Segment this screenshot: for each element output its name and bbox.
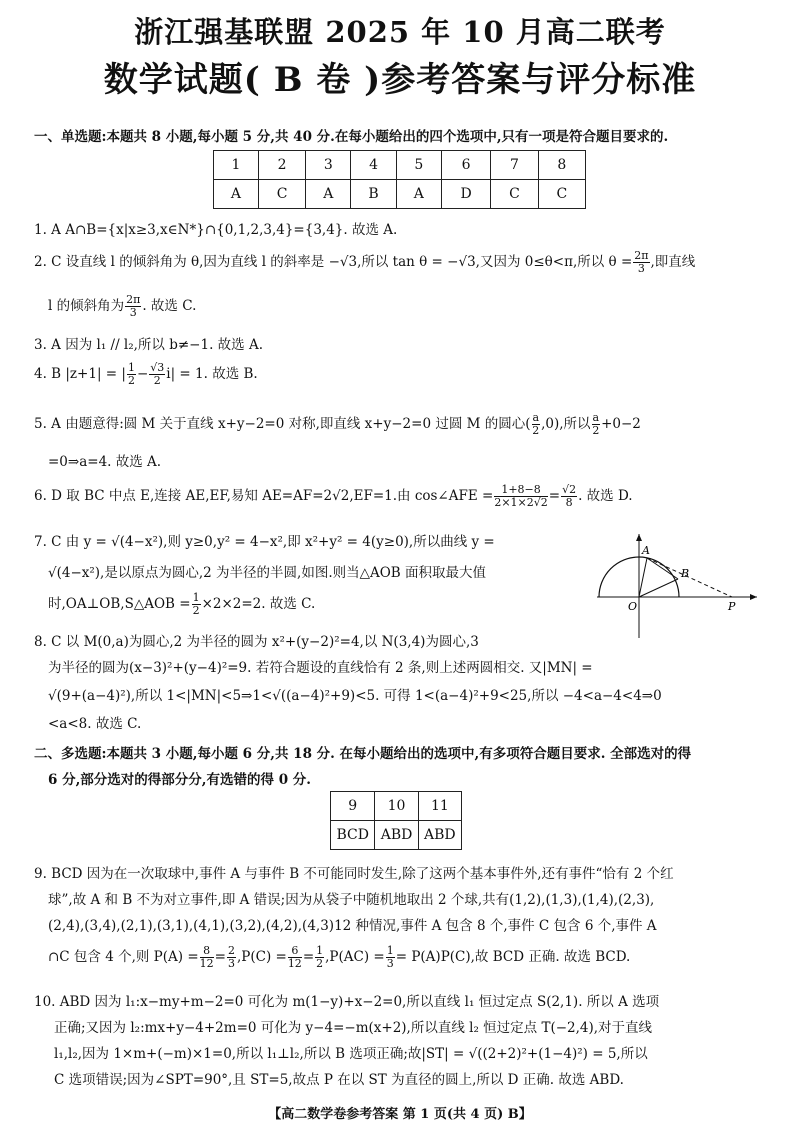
q-number: 5: [396, 151, 441, 180]
q-number: 11: [418, 792, 461, 821]
q-number: 4: [351, 151, 397, 180]
solution-q5: 5. A 由题意得:圆 M 关于直线 x+y−2=0 对称,即直线 x+y−2=0 过圆 M 的圆心( $\frac{a}{2}$ ,0),所以 $\frac{a}{2}$ +0−2: [34, 411, 641, 437]
solution-q9-line2: 球”,故 A 和 B 不为对立事件,即 A 错误;因为从袋子中随机地取出 2 个球,共有(1,2),(1,3),(1,4),(2,3),: [48, 892, 655, 908]
label-p: P: [728, 600, 736, 613]
y-axis-arrow-icon: [636, 534, 642, 541]
solution-q7-line2: √(4−x²),是以原点为圆心,2 为半径的半圆,如图.则当△AOB 面积取最大值: [48, 565, 487, 581]
section2-heading-cont: 6 分,部分选对的得部分分,有选错的得 0 分.: [48, 772, 311, 788]
segment-ab: [647, 558, 678, 579]
solution-q3: 3. A 因为 l₁ // l₂,所以 b≠−1. 故选 A.: [34, 337, 263, 353]
solution-q10-line2: 正确;又因为 l₂:mx+y−4+2m=0 可化为 y−4=−m(x+2),所以直线 l₂ 恒过定点 T(−2,4),对于直线: [54, 1020, 653, 1036]
q-number: 2: [258, 151, 305, 180]
page-footer: 【高二数学卷参考答案 第 1 页(共 4 页) B】: [268, 1107, 532, 1122]
section2-answer-table: [330, 791, 462, 850]
solution-q8-line3: √(9+(a−4)²),所以 1<|MN|<5⇒1<√((a−4)²+9)<5. 可得 1<(a−4)²+9<25,所以 −4<a−4<4⇒0: [48, 688, 662, 704]
answer-key-title: 数学试题( B 卷 )参考答案与评分标准: [103, 60, 697, 100]
solution-q10-line4: C 选项错误;因为∠SPT=90°,且 ST=5,故点 P 在以 ST 为直径的圆上,所以 D 正确. 故选 ABD.: [54, 1072, 624, 1088]
solution-q10-line3: l₁,l₂,因为 1×m+(−m)×1=0,所以 l₁⊥l₂,所以 B 选项正确;故|ST| = √((2+2)²+(1−4)²) = 5,所以: [54, 1046, 648, 1062]
semicircle-figure: [592, 530, 762, 642]
q-answer: C: [491, 180, 538, 209]
section1-heading: 一、单选题:本题共 8 小题,每小题 5 分,共 40 分.在每小题给出的四个选项中,只有一项是符合题目要求的.: [34, 129, 669, 145]
solution-q8-line4: <a<8. 故选 C.: [48, 716, 142, 732]
q-answer: B: [351, 180, 397, 209]
answer-row: [331, 821, 462, 850]
solution-q4: 4. B |z+1| = | $\frac{1}{2}$ − $\frac{√3}{2}$ i| = 1. 故选 B.: [34, 361, 258, 387]
dashed-line-ap: [647, 558, 732, 597]
solution-q8-line1: 8. C 以 M(0,a)为圆心,2 为半径的圆为 x²+(y−2)²=4,以 N(3,4)为圆心,3: [34, 634, 479, 650]
solution-q10-line1: 10. ABD 因为 l₁:x−my+m−2=0 可化为 m(1−y)+x−2=0,所以直线 l₁ 恒过定点 S(2,1). 所以 A 选项: [34, 994, 660, 1010]
segment-oa: [639, 558, 647, 597]
q-answer: A: [396, 180, 441, 209]
q-answer: A: [306, 180, 351, 209]
segment-ob: [639, 579, 678, 597]
section2-heading: 二、多选题:本题共 3 小题,每小题 6 分,共 18 分. 在每小题给出的选项中,有多项符合题目要求. 全部选对的得: [34, 746, 692, 762]
q-answer: A: [214, 180, 259, 209]
solution-q9-line3: (2,4),(3,4),(2,1),(3,1),(4,1),(3,2),(4,2),(4,3)12 种情况,事件 A 包含 8 个,事件 C 包含 6 个,事件 A: [48, 918, 657, 934]
section1-answer-table: [213, 150, 586, 209]
label-b: B: [681, 567, 690, 580]
q-number: 7: [491, 151, 538, 180]
q-answer: C: [538, 180, 585, 209]
q-answer: ABD: [375, 821, 418, 850]
q-number: 10: [375, 792, 418, 821]
q-number: 1: [214, 151, 259, 180]
exam-title: 浙江强基联盟 2025 年 10 月高二联考: [134, 15, 666, 49]
solution-q6: 6. D 取 BC 中点 E,连接 AE,EF,易知 AE=AF=2√2,EF=1.由 cos∠AFE = $\frac{1+8-8}{2\times 1\times 2√2}$ = $\frac{√2}{8}$ . 故选 D.: [34, 483, 633, 509]
x-axis-arrow-icon: [750, 594, 757, 600]
q-number: 8: [538, 151, 585, 180]
label-o: O: [628, 600, 638, 613]
solution-q8-line2: 为半径的圆为(x−3)²+(y−4)²=9. 若符合题设的直线恰有 2 条,则上述两圆相交. 又|MN| =: [48, 660, 593, 676]
solution-q2-cont: l 的倾斜角为 $\frac{2\pi}{3}$ . 故选 C.: [48, 293, 197, 319]
question-number-row: [331, 792, 462, 821]
question-number-row: [214, 151, 586, 180]
solution-q9-line4: ∩C 包含 4 个,则 P(A) = $\frac{8}{12}$ = $\frac{2}{3}$ ,P(C) = $\frac{6}{12}$ = $\frac{1}{2}$ ,P(AC) = $\frac{1}{3}$ = P(A)P(C),故 BCD 正确. 故选 BCD.: [48, 944, 631, 970]
label-a: A: [642, 544, 650, 557]
q-number: 6: [441, 151, 490, 180]
solution-q7-line1: 7. C 由 y = √(4−x²),则 y≥0,y² = 4−x²,即 x²+y² = 4(y≥0),所以曲线 y =: [34, 534, 495, 550]
solution-q5-cont: =0⇒a=4. 故选 A.: [48, 454, 162, 470]
q-answer: D: [441, 180, 490, 209]
solution-q1: 1. A A∩B={x|x≥3,x∈N*}∩{0,1,2,3,4}={3,4}. 故选 A.: [34, 222, 398, 238]
solution-q7-line3: 时,OA⊥OB,S△AOB = $\frac{1}{2}$ ×2×2=2. 故选 C.: [48, 591, 316, 617]
solution-q9-line1: 9. BCD 因为在一次取球中,事件 A 与事件 B 不可能同时发生,除了这两个基本事件外,还有事件“恰有 2 个红: [34, 866, 674, 882]
q-answer: BCD: [331, 821, 375, 850]
solution-q2: 2. C 设直线 l 的倾斜角为 θ,因为直线 l 的斜率是 −√3,所以 tan θ = −√3,又因为 0≤θ<π,所以 θ = $\frac{2\pi}{3}$ ,即直线: [34, 249, 696, 275]
q-answer: C: [258, 180, 305, 209]
q-number: 9: [331, 792, 375, 821]
q-answer: ABD: [418, 821, 461, 850]
q-number: 3: [306, 151, 351, 180]
answer-row: [214, 180, 586, 209]
